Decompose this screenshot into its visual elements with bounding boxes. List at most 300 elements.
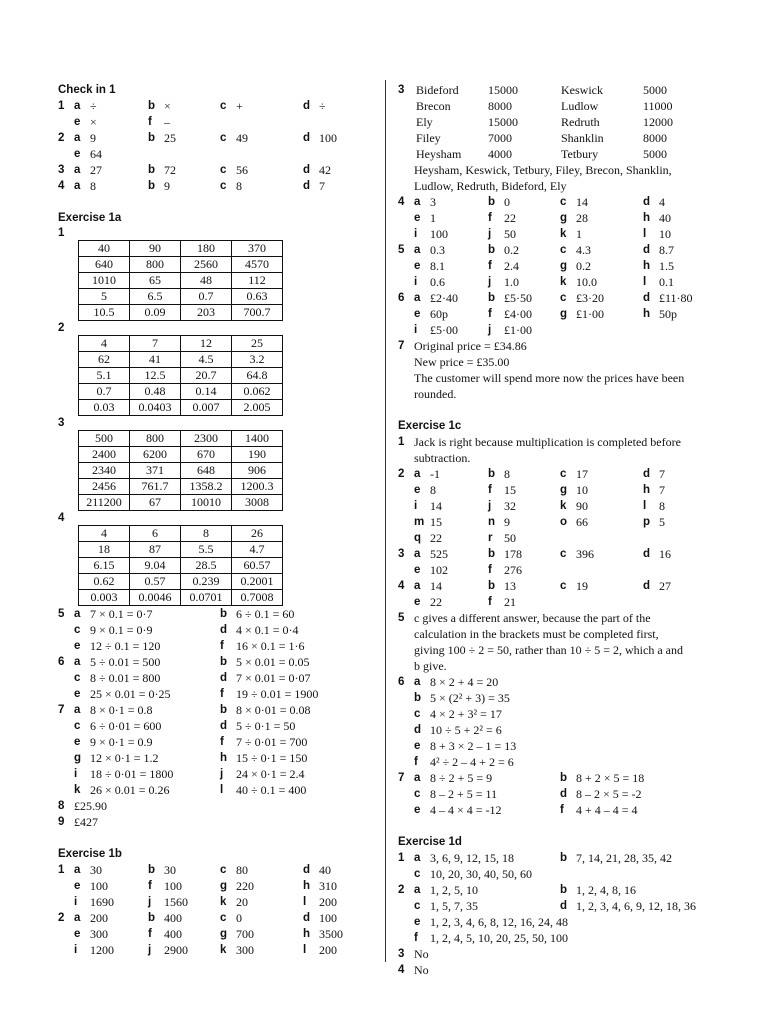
answer-value: 10, 20, 30, 40, 50, 60 [430,867,532,881]
answer-value: £2·40 [430,291,458,305]
table-row [79,495,283,511]
answer-row [398,210,728,226]
exercise-1b-answers [58,862,376,958]
table-cell: 761.7 [130,479,181,495]
table-cell: 0.14 [181,384,232,400]
part-label: b [488,468,496,480]
town-population: 7000 [488,131,512,145]
answer-value: 8 – 2 + 5 = 11 [430,787,498,801]
answer-value: 310 [319,879,337,893]
answer-value: 7 ÷ 0·01 = 700 [236,735,308,749]
answer-value: 8 [504,467,510,481]
part-label: g [560,484,568,496]
table-cell: 0.0403 [130,400,181,416]
table-cell: 20.7 [181,368,232,384]
answer-row [398,946,728,962]
part-label: h [220,752,228,764]
answer-value: 42 [319,163,331,177]
answer-value: 72 [164,163,176,177]
answer-value: 200 [90,911,108,925]
table-cell: 3008 [232,495,283,511]
town-population: 4000 [488,147,512,161]
answer-value: 8 × 0·1 = 0.8 [90,703,153,717]
answer-value: 60p [430,307,448,321]
part-label: j [488,228,492,240]
table-cell: 6200 [130,447,181,463]
table-cell: 25 [232,336,283,352]
answer-value: £3·20 [576,291,604,305]
table-row [79,305,283,321]
answer-value: 4 × 2 + 3² = 17 [430,707,502,721]
part-label: l [643,500,647,512]
table-cell: 5.1 [79,368,130,384]
answer-value: 8.7 [659,243,674,257]
answer-value: 66 [576,515,588,529]
answer-value: 1200 [90,943,114,957]
part-label: c [560,292,567,304]
table-cell: 0.239 [181,574,232,590]
answer-value: 1560 [164,895,188,909]
answer-row [398,690,728,706]
answer-value: 4 – 4 × 4 = -12 [430,803,502,817]
table-cell: 6.5 [130,289,181,305]
answer-value: 8 [430,483,436,497]
part-label: c [560,244,567,256]
town-population: 8000 [643,131,667,145]
table-cell: 1358.2 [181,479,232,495]
part-label: a [414,852,421,864]
table-cell: 41 [130,352,181,368]
part-label: e [414,260,421,272]
part-label: j [488,500,492,512]
answer-value: 0.6 [430,275,445,289]
table-cell: 370 [232,241,283,257]
part-label: f [488,564,492,576]
exercise-1d-title: Exercise 1d [398,836,462,848]
answer-value: 396 [576,547,594,561]
answer-row [58,702,376,718]
table-cell: 906 [232,463,283,479]
table-cell: 0.57 [130,574,181,590]
part-label: h [303,880,311,892]
part-label: p [643,516,651,528]
town-name: Shanklin [561,131,604,145]
part-label: k [560,500,567,512]
answer-row [398,578,728,594]
answer-value: 200 [319,943,337,957]
answer-value: 7 × 0.1 = 0·7 [90,607,153,621]
part-label: c [220,100,227,112]
answer-value: × [90,115,97,129]
table-cell: 64.8 [232,368,283,384]
part-label: k [74,784,81,796]
answer-row [398,706,728,722]
table-cell: 60.57 [232,558,283,574]
answer-row [58,654,376,670]
town-name: Filey [416,131,441,145]
question-number: 3 [398,84,405,96]
answer-row [58,130,376,146]
part-label: b [148,100,156,112]
part-label: c [414,900,421,912]
table-cell: 67 [130,495,181,511]
answer-row [398,258,728,274]
answer-value: 9 [504,515,510,529]
answer-row [58,734,376,750]
answer-value: 7 [659,483,665,497]
part-label: c [414,788,421,800]
question-number: 7 [398,772,405,784]
table-row [79,257,283,273]
table-cell: 112 [232,273,283,289]
part-label: c [220,912,227,924]
town-name: Ely [416,115,433,129]
part-label: k [560,228,567,240]
answer-row [58,606,376,622]
town-population: 15000 [488,115,518,129]
question-number: 2 [58,132,65,144]
table-cell: 0.7 [181,289,232,305]
question-number: 7 [58,704,65,716]
table-cell: 5.5 [181,542,232,558]
answer-value: 25 × 0.01 = 0·25 [90,687,171,701]
part-label: e [414,804,421,816]
table-row [79,558,283,574]
question-number: 4 [398,580,405,592]
answer-value: 20 [236,895,248,909]
answer-value: 49 [236,131,248,145]
part-label: e [74,880,81,892]
exercise-1c-question-5 [398,610,728,674]
part-label: n [488,516,496,528]
answer-row [398,562,728,578]
part-label: a [74,100,81,112]
answer-row [398,754,728,770]
table-row [79,336,283,352]
answer-value: 0.2 [576,259,591,273]
answer-value: 8 [659,499,665,513]
exercise-1a-answers [58,606,376,830]
exercise-1a-tables [58,226,376,606]
answer-value: 5 [659,515,665,529]
answer-line: rounded. [414,387,457,401]
table-row [79,479,283,495]
table-cell: 371 [130,463,181,479]
answer-row [398,882,728,898]
answer-value: 25 [164,131,176,145]
answer-value: 30 [164,863,176,877]
part-label: d [643,580,651,592]
answer-value: 100 [90,879,108,893]
answer-table [78,430,283,511]
exercise-1c-answers [398,466,728,610]
part-label: c [74,624,81,636]
question-number: 6 [58,656,65,668]
answer-value: 1, 2, 3, 4, 6, 9, 12, 18, 36 [576,899,696,913]
town-name: Bideford [416,83,459,97]
answer-line: The customer will spend more now the prices have been [414,371,685,385]
answer-value: 9 × 0.1 = 0·9 [90,623,153,637]
table-cell: 0.003 [79,590,130,606]
answer-value: 17 [576,467,588,481]
answer-value: 22 [504,211,516,225]
town-row [398,146,728,162]
part-label: a [414,580,421,592]
part-label: f [148,880,152,892]
table-cell: 4.5 [181,352,232,368]
table-cell: 18 [79,542,130,558]
answer-value: 32 [504,499,516,513]
answer-value: 525 [430,547,448,561]
question-number: 3 [398,948,405,960]
part-label: j [488,276,492,288]
table-row [79,574,283,590]
answer-value: 0 [236,911,242,925]
table-cell: 2.005 [232,400,283,416]
answer-value: 1 [430,211,436,225]
answer-row [398,962,728,978]
question-number: 1 [58,864,65,876]
answer-value: 8 × 2 + 4 = 20 [430,675,499,689]
table-cell: 2456 [79,479,130,495]
answer-value: 8 ÷ 2 + 5 = 9 [430,771,493,785]
part-label: d [303,132,311,144]
table-cell: 0.0701 [181,590,232,606]
answer-value: 15 [504,483,516,497]
answer-row [58,814,376,830]
table-cell: 0.62 [79,574,130,590]
answer-value: £5·50 [504,291,532,305]
answer-row [398,674,728,690]
table-cell: 6.15 [79,558,130,574]
answer-value: 14 [430,499,442,513]
part-label: e [414,484,421,496]
part-label: c [74,720,81,732]
check-in-1-answers [58,98,376,194]
part-label: g [560,308,568,320]
table-cell: 2560 [181,257,232,273]
answer-value: £427 [74,815,98,829]
part-label: a [414,884,421,896]
part-label: d [220,720,228,732]
answer-value: 6 ÷ 0·01 = 600 [90,719,162,733]
answer-value: 8 [236,179,242,193]
answer-value: 1.5 [659,259,674,273]
answer-row [398,850,728,866]
answer-value: 90 [576,499,588,513]
part-label: d [303,180,311,192]
answer-value: 5 ÷ 0·1 = 50 [236,719,296,733]
answer-value: 8.1 [430,259,445,273]
table-cell: 648 [181,463,232,479]
part-label: g [560,260,568,272]
answer-row [398,194,728,210]
answer-value: 28 [576,211,588,225]
answer-paragraph [398,610,728,674]
answer-value: 4.3 [576,243,591,257]
question-number: 4 [58,512,65,524]
exercise-1d-answers [398,850,728,978]
part-label: l [643,228,647,240]
answer-value: 276 [504,563,522,577]
part-label: j [148,896,152,908]
answer-value: 15 ÷ 0·1 = 150 [236,751,308,765]
answer-row [58,766,376,782]
answer-value: 4 + 4 – 4 = 4 [576,803,638,817]
question-number: 2 [398,884,405,896]
table-cell: 0.63 [232,289,283,305]
part-label: c [220,164,227,176]
answer-value: 7, 14, 21, 28, 35, 42 [576,851,672,865]
part-label: c [414,868,421,880]
part-label: r [488,532,493,544]
right-column [398,82,728,978]
question-number: 4 [398,964,405,976]
part-label: h [643,308,651,320]
question-7-price [398,338,728,402]
part-label: c [220,864,227,876]
part-label: d [560,900,568,912]
answer-value: £4·00 [504,307,532,321]
table-cell: 0.7 [79,384,130,400]
town-row [398,82,728,98]
part-label: c [74,672,81,684]
answer-row [398,594,728,610]
answer-value: 18 ÷ 0·01 = 1800 [90,767,174,781]
question-number: 4 [58,180,65,192]
answer-line: Jack is right because multiplication is completed before [414,435,681,449]
table-cell: 700.7 [232,305,283,321]
part-label: e [74,148,81,160]
answer-line: subtraction. [414,451,471,465]
answer-line: b give. [414,659,447,673]
table-cell: 0.48 [130,384,181,400]
left-column [58,82,376,958]
exercise-1a-answers-continued [398,194,728,338]
table-cell: 800 [130,431,181,447]
part-label: j [220,768,224,780]
part-label: i [414,324,418,336]
answer-row [398,802,728,818]
answer-value: 14 [430,579,442,593]
table-cell: 5 [79,289,130,305]
answer-row [58,894,376,910]
question-number: 1 [398,436,405,448]
part-label: i [74,896,78,908]
part-label: d [303,864,311,876]
answer-row [58,162,376,178]
town-name: Keswick [561,83,603,97]
answer-value: 6 ÷ 0.1 = 60 [236,607,295,621]
answer-value: 2.4 [504,259,519,273]
question-number: 1 [58,227,65,239]
part-label: a [414,292,421,304]
table-cell: 4 [79,336,130,352]
table-cell: 87 [130,542,181,558]
answer-row [58,114,376,130]
table-cell: 180 [181,241,232,257]
table-cell: 4570 [232,257,283,273]
table-cell: 0.09 [130,305,181,321]
part-label: f [488,212,492,224]
answer-value: 8 × 0·01 = 0.08 [236,703,311,717]
part-label: d [643,244,651,256]
part-label: c [560,196,567,208]
town-row [398,130,728,146]
answer-paragraph [398,338,728,402]
answer-value: 15 [430,515,442,529]
answer-value: 64 [90,147,102,161]
exercise-1c-question-6 [398,674,728,770]
part-label: h [643,212,651,224]
part-label: h [643,260,651,272]
answer-row [58,178,376,194]
table-cell: 203 [181,305,232,321]
answer-value: 22 [430,531,442,545]
answer-row [398,306,728,322]
answer-value: 10.0 [576,275,597,289]
answer-row [58,146,376,162]
table-cell: 2340 [79,463,130,479]
answer-row [398,930,728,946]
question-number: 1 [58,100,65,112]
answer-value: 27 [659,579,671,593]
answer-row [398,738,728,754]
town-population: 12000 [643,115,673,129]
table-cell: 4.7 [232,542,283,558]
part-label: e [74,116,81,128]
answer-value: 22 [430,595,442,609]
table-cell: 10010 [181,495,232,511]
answer-value: 9 [164,179,170,193]
answer-value: £5·00 [430,323,458,337]
part-label: b [414,692,422,704]
part-label: c [560,580,567,592]
answer-value: 3, 6, 9, 12, 15, 18 [430,851,514,865]
question-number: 2 [58,912,65,924]
answer-value: 4² ÷ 2 – 4 + 2 = 6 [430,755,514,769]
answer-value: 7 [319,179,325,193]
answer-value: -1 [430,467,440,481]
town-population: 5000 [643,147,667,161]
answer-value: + [236,99,243,113]
part-label: a [74,912,81,924]
part-label: e [414,212,421,224]
question-number: 9 [58,816,65,828]
table-row [79,289,283,305]
answer-value: 8 [90,179,96,193]
part-label: e [414,740,421,752]
answer-value: 200 [319,895,337,909]
answer-value: 40 [319,863,331,877]
answer-value: 40 ÷ 0.1 = 400 [236,783,307,797]
answer-row [58,638,376,654]
answer-row [58,622,376,638]
answer-row [398,514,728,530]
table-cell: 670 [181,447,232,463]
part-label: a [74,180,81,192]
part-label: a [74,164,81,176]
table-cell: 2400 [79,447,130,463]
answer-value: 1, 2, 4, 8, 16 [576,883,636,897]
answer-value: 50 [504,531,516,545]
table-cell: 4 [79,526,130,542]
town-populations [398,82,728,194]
question-number: 2 [398,468,405,480]
answer-value: £25.90 [74,799,107,813]
column-divider [385,80,386,962]
answer-value: 19 ÷ 0.01 = 1900 [236,687,319,701]
